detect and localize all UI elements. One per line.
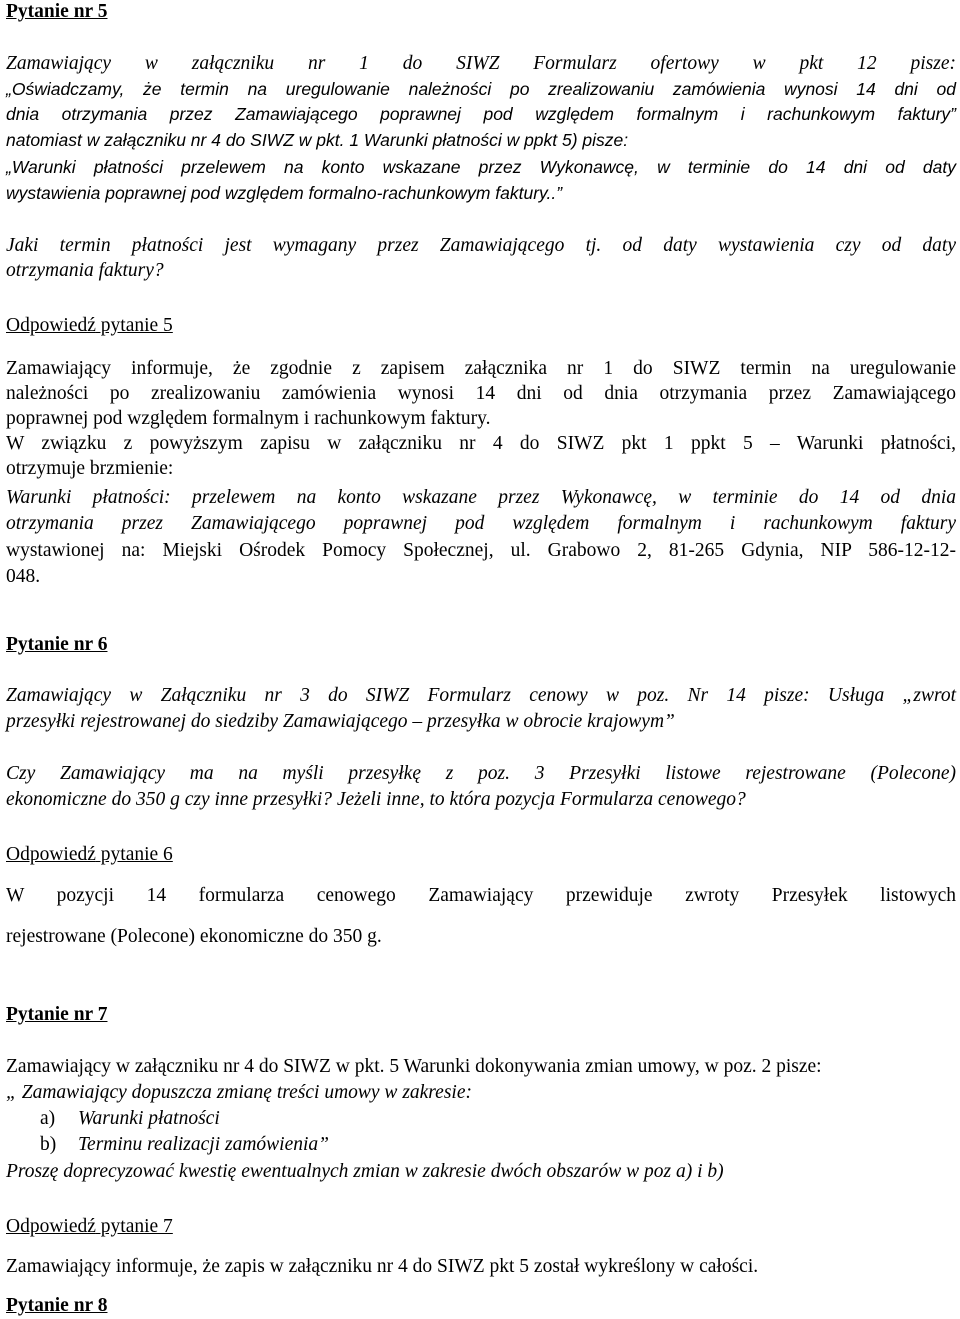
answer-word-6: Odpowiedź xyxy=(6,844,96,865)
heading-question-5: Pytanie nr 5 xyxy=(6,1,108,22)
q7-line-2: „ Zamawiający dopuszcza zmianę treści umowy w zakresie: xyxy=(6,1082,472,1103)
q7-after-list: Proszę doprecyzować kwestię ewentualnych zmian w zakresie dwóch obszarów w poz a) i b) xyxy=(6,1161,724,1182)
a5-line-1: Zamawiający informuje, że zgodnie z zapisem załącznika nr 1 do SIWZ termin na uregulowanie xyxy=(6,358,956,379)
q5-line-8 xyxy=(6,259,956,283)
answer-heading-7 xyxy=(6,1215,956,1239)
heading-question-6: Pytanie nr 6 xyxy=(6,634,108,655)
q7-list-item-b xyxy=(40,1133,940,1157)
answer-label-7: pytanie 7 xyxy=(95,1216,173,1237)
answer-word-5: Odpowiedź xyxy=(6,315,96,336)
a6-line-2: rejestrowane (Polecone) ekonomiczne do 350 g. xyxy=(6,926,382,947)
answer-word-7: Odpowiedź xyxy=(6,1216,96,1237)
heading-question-7: Pytanie nr 7 xyxy=(6,1004,108,1025)
q5-line-6: wystawienia poprawnej pod względem formalno-rachunkowym faktury..” xyxy=(6,183,563,203)
a5-line-4: W związku z powyższym zapisu w załączniku nr 4 do SIWZ pkt 1 ppkt 5 – Warunki płatności, xyxy=(6,433,956,454)
q5-line-1: Zamawiający w załączniku nr 1 do SIWZ Formularz ofertowy w pkt 12 pisze: xyxy=(6,53,956,74)
q5-line-7: Jaki termin płatności jest wymagany przez Zamawiającego tj. od daty wystawienia czy od daty xyxy=(6,235,956,256)
q5-line-4: natomiast w załączniku nr 4 do SIWZ w pkt. 1 Warunki płatności w ppkt 5) pisze: xyxy=(6,130,629,150)
answer-heading-6 xyxy=(6,843,956,867)
heading-question-8: Pytanie nr 8 xyxy=(6,1295,108,1316)
list-text-b: Terminu realizacji zamówienia” xyxy=(78,1134,329,1155)
q7-list-item-a xyxy=(40,1107,940,1131)
answer-heading-5 xyxy=(6,314,956,338)
a7-line-1: Zamawiający informuje, że zapis w załączniku nr 4 do SIWZ pkt 5 został wykreślony w całości. xyxy=(6,1256,759,1277)
a5-line-3: poprawnej pod względem formalnym i rachunkowym faktury. xyxy=(6,408,491,429)
a6-line-1: W pozycji 14 formularza cenowego Zamawiający przewiduje zwroty Przesyłek listowych xyxy=(6,885,956,906)
q6-line-4: ekonomiczne do 350 g czy inne przesyłki? Jeżeli inne, to która pozycja Formularza cenowego? xyxy=(6,789,746,810)
q5-line-3: dnia otrzymania przez Zamawiającego poprawnej pod względem formalnym i rachunkowym faktury” xyxy=(6,104,956,124)
a5-line-9: 048. xyxy=(6,566,41,587)
q5-line-5: „Warunki płatności przelewem na konto wskazane przez Wykonawcę, w terminie do 14 dni od daty xyxy=(6,157,956,177)
list-label-a: a) xyxy=(40,1108,56,1129)
q5-line-8-text: otrzymania faktury? xyxy=(6,260,164,281)
a5-line-5: otrzymuje brzmienie: xyxy=(6,458,174,479)
q6-line-2: przesyłki rejestrowanej do siedziby Zamawiającego – przesyłka w obrocie krajowym” xyxy=(6,711,675,732)
a5-line-6: Warunki płatności: przelewem na konto wskazane przez Wykonawcę, w terminie do 14 od dnia xyxy=(6,487,956,508)
q6-line-3: Czy Zamawiający ma na myśli przesyłkę z poz. 3 Przesyłki listowe rejestrowane (Polecone) xyxy=(6,763,956,784)
q5-line-2: „Oświadczamy, że termin na uregulowanie należności po zrealizowaniu zamówienia wynosi 14 dni od xyxy=(6,79,956,99)
answer-label-5: pytanie 5 xyxy=(95,315,173,336)
q6-line-1: Zamawiający w Załączniku nr 3 do SIWZ Formularz cenowy w poz. Nr 14 pisze: Usługa „zwrot xyxy=(6,685,956,706)
a5-line-2: należności po zrealizowaniu zamówienia wynosi 14 dni od dnia otrzymania przez Zamawiającego xyxy=(6,383,956,404)
a5-line-8: wystawionej na: Miejski Ośrodek Pomocy Społecznej, ul. Grabowo 2, 81-265 Gdynia, NIP 586-12-12- xyxy=(6,540,956,561)
q7-line-1: Zamawiający w załączniku nr 4 do SIWZ w pkt. 5 Warunki dokonywania zmian umowy, w poz. 2 pisze: xyxy=(6,1056,822,1077)
list-label-b: b) xyxy=(40,1134,57,1155)
list-text-a: Warunki płatności xyxy=(78,1108,220,1129)
answer-label-6: pytanie 6 xyxy=(95,844,173,865)
a5-line-7: otrzymania przez Zamawiającego poprawnej pod względem formalnym i rachunkowym faktury xyxy=(6,513,956,534)
